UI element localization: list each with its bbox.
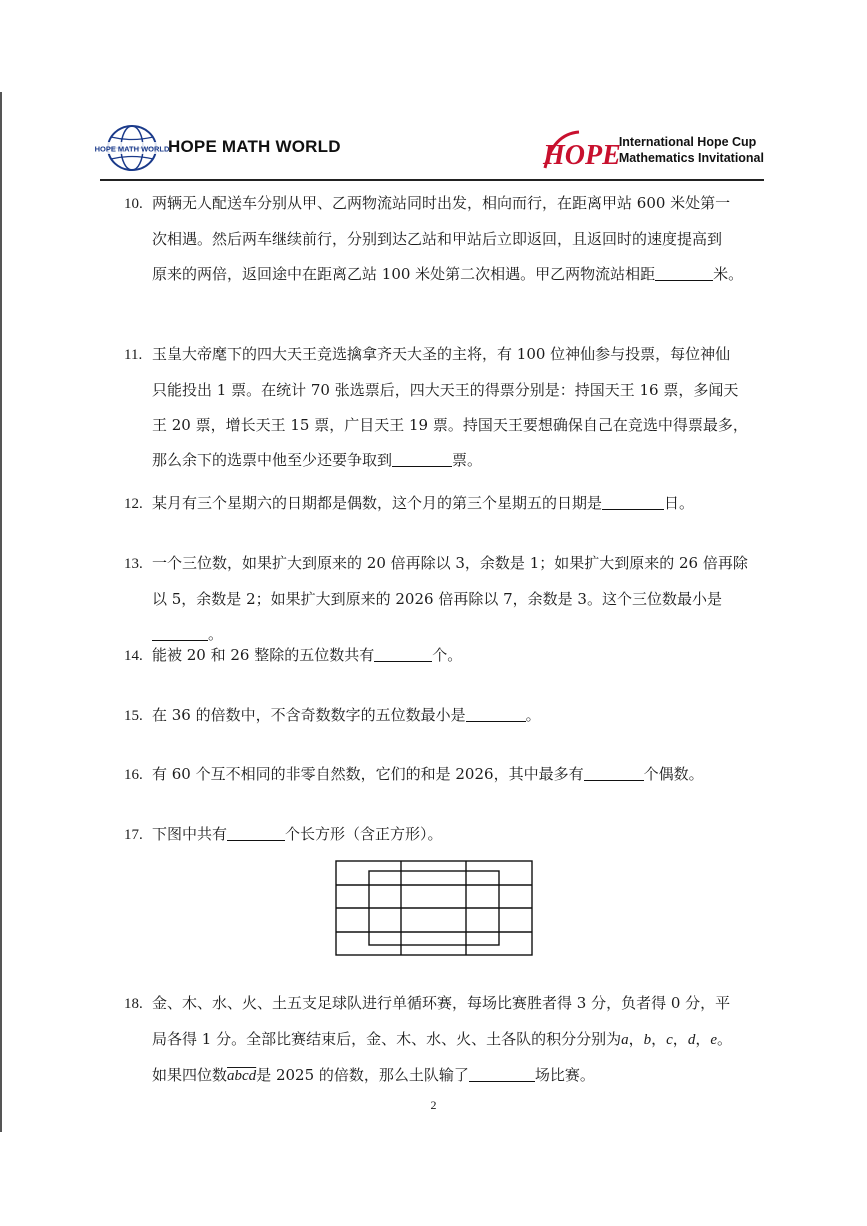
- question-number: 10.: [124, 196, 143, 212]
- question-text: 原来的两倍，返回途中在距离乙站 100 米处第二次相遇。甲乙两物流站相距: [152, 265, 656, 283]
- question-12: [124, 486, 754, 522]
- separator: ，: [695, 1030, 711, 1048]
- answer-blank: [584, 766, 644, 781]
- question-text: 次相遇。然后两车继续前行，分别到达乙站和甲站后立即返回，且返回时的速度提高到: [152, 230, 723, 248]
- answer-blank: [602, 495, 664, 510]
- question-number: 16.: [124, 767, 143, 783]
- question-text: 场比赛。: [534, 1066, 595, 1084]
- question-text: 日。: [664, 494, 695, 512]
- question-number: 18.: [124, 996, 143, 1012]
- answer-blank: [469, 1067, 535, 1082]
- answer-blank: [227, 826, 285, 841]
- question-text: 在 36 的倍数中，不含奇数数字的五位数最小是: [152, 706, 466, 724]
- question-text: 只能投出 1 票。在统计 70 张选票后，四大天王的得票分别是：持国天王 16 票，多闻天: [152, 381, 739, 399]
- page-header: [94, 122, 764, 180]
- question-text: 某月有三个星期六的日期都是偶数，这个月的第三个星期五的日期是: [152, 494, 603, 512]
- question-text: 是 2025 的倍数，那么土队输了: [256, 1066, 469, 1084]
- question-text: 王 20 票，增长天王 15 票，广目天王 19 票。持国天王要想确保自己在竞选中得票最多，: [152, 416, 748, 434]
- hope-logo-text: HOPE: [542, 140, 621, 171]
- question-15: [124, 698, 754, 734]
- question-text: 那么余下的选票中他至少还要争取到: [152, 451, 393, 469]
- question-text: 能被 20 和 26 整除的五位数共有: [152, 646, 375, 664]
- rectangle-grid-figure: [335, 860, 533, 956]
- question-text: 有 60 个互不相同的非零自然数，它们的和是 2026，其中最多有: [152, 765, 584, 783]
- question-17: [124, 817, 754, 853]
- question-13: [124, 546, 754, 652]
- question-text: 米。: [713, 265, 744, 283]
- answer-blank: [466, 707, 526, 722]
- question-number: 13.: [124, 556, 143, 572]
- question-18: [124, 986, 754, 1094]
- question-number: 15.: [124, 708, 143, 724]
- question-text: 局各得 1 分。全部比赛结束后，金、木、水、火、土各队的积分分别为: [152, 1030, 622, 1048]
- header-divider: [100, 179, 764, 181]
- answer-blank: [392, 452, 452, 467]
- question-11: [124, 337, 754, 478]
- question-text: 玉皇大帝麾下的四大天王竞选擒拿齐天大圣的主将，有 100 位神仙参与投票，每位神仙: [152, 345, 731, 363]
- answer-blank: [374, 647, 432, 662]
- sentence-end: 。: [717, 1030, 733, 1048]
- separator: ，: [651, 1030, 667, 1048]
- hope-cup-logo: [539, 128, 764, 172]
- variable-c: c: [666, 1032, 673, 1048]
- hope-logo-icon: [539, 128, 621, 172]
- variable-a: a: [621, 1032, 629, 1048]
- globe-icon: [94, 122, 170, 172]
- variable-b: b: [643, 1032, 652, 1048]
- question-text: 。: [525, 706, 541, 724]
- question-text: 个偶数。: [643, 765, 704, 783]
- question-10: [124, 186, 754, 292]
- question-text: 以 5，余数是 2；如果扩大到原来的 2026 倍再除以 7，余数是 3。这个三位数最小是: [152, 590, 722, 608]
- globe-text: HOPE MATH WORLD: [94, 144, 170, 154]
- question-text: 金、木、水、火、土五支足球队进行单循环赛，每场比赛胜者得 3 分，负者得 0 分，平: [152, 994, 731, 1012]
- question-text: 一个三位数，如果扩大到原来的 20 倍再除以 3，余数是 1；如果扩大到原来的 26 倍再除: [152, 554, 748, 572]
- question-text: 个。: [432, 646, 463, 664]
- separator: ，: [628, 1030, 644, 1048]
- overlined-number: abcd: [227, 1068, 257, 1084]
- variable-d: d: [687, 1032, 696, 1048]
- question-number: 12.: [124, 496, 143, 512]
- contest-name-line2: Mathematics Invitational: [618, 151, 764, 165]
- question-text: 。: [208, 625, 224, 643]
- question-text: 两辆无人配送车分别从甲、乙两物流站同时出发，相向而行，在距离甲站 600 米处第一: [152, 194, 731, 212]
- brand-name: HOPE MATH WORLD: [168, 137, 341, 156]
- contest-name-line1: International Hope Cup: [618, 135, 757, 149]
- question-text: 票。: [452, 451, 483, 469]
- question-text: 个长方形（含正方形）。: [285, 825, 443, 843]
- hope-math-world-logo: [94, 122, 341, 172]
- variable-e: e: [710, 1032, 717, 1048]
- scan-edge-line: [0, 92, 2, 1132]
- question-number: 14.: [124, 648, 143, 664]
- question-14: [124, 638, 754, 674]
- separator: ，: [672, 1030, 688, 1048]
- question-16: [124, 757, 754, 793]
- question-text: 下图中共有: [152, 825, 228, 843]
- question-number: 17.: [124, 827, 143, 843]
- answer-blank: [655, 266, 713, 281]
- page-number: 2: [430, 1098, 437, 1112]
- question-text: 如果四位数: [152, 1066, 228, 1084]
- question-number: 11.: [124, 347, 143, 363]
